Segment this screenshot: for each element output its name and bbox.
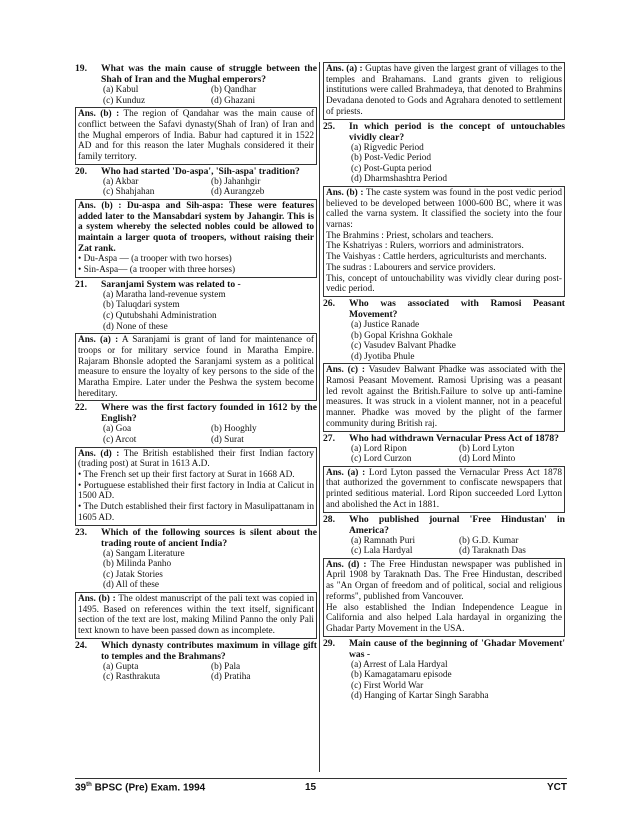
question-21: 21. Saranjami System was related to - — [75, 278, 241, 290]
question-28: 28. Who published journal 'Free Hindustan' in America? — [323, 513, 565, 536]
question-19: 19. What was the main cause of struggle between the Shah of Iran and the Mughal emperors? — [75, 63, 317, 85]
options-28: (a) Ramnath Puri (b) G.D. Kumar (c) Lala Hardyal (d) Taraknath Das — [351, 535, 526, 557]
exam-title: 39th BPSC (Pre) Exam. 1994 — [75, 782, 206, 794]
options-26: (a) Justice Ranade (b) Gopal Krishna Gokhale (c) Vasudev Balvant Phadke (d) Jyotiba Phule — [351, 319, 456, 362]
right-column — [323, 62, 565, 702]
page-body — [75, 62, 567, 772]
question-23: 23. Which of the following sources is silent about the trading route of ancient India? — [75, 526, 317, 549]
options-27: (a) Lord Ripon (b) Lord Lyton (c) Lord Curzon (d) Lord Minto — [351, 443, 516, 465]
answer-24: Ans. (a) : Guptas have given the largest grant of villages to the temples and Brahamans. Land grants given to religious institutions were called Brahmadeya, that denoted to Brahmins Devadana denoted to Gods and Agrahara denoted to settlement of priests. — [323, 62, 565, 120]
answer-27: Ans. (a) : Lord Lyton passed the Vernacular Press Act 1878 that authorized the government to confiscate newspapers that printed seditious material. Lord Ripon succeeded Lord Lytton and abolished the Act in 1881. — [323, 466, 565, 513]
answer-26: Ans. (c) : Vasudev Balwant Phadke was associated with the Ramosi Peasant Movement. Ramosi Uprising was a peasant led revolt against the British.Failure to solve up anti-famine measures. It was struck in a violent manner, not in a peaceful manner. Phadke was moved by the plight of the farmer community during British raj. — [323, 363, 565, 431]
options-20: (a) Akbar (b) Jahanhgir (c) Shahjahan (d) Aurangzeb — [103, 176, 265, 198]
question-27: 27. Who had withdrawn Vernacular Press Act of 1878? — [323, 432, 559, 444]
options-21: (a) Maratha land-revenue system (b) Taluqdari system (c) Qutubshahi Administration (d) None of these — [103, 289, 226, 332]
answer-28: Ans. (d) : The Free Hindustan newspaper was published in April 1908 by Taraknath Das. The Free Hindustan, described as "An Organ of freedom and of political, social and religious reforms", published from Vancouver. He also established the Indian Independence League in California and also helped Lala hardayal in organizing the Ghadar Party Movement in the USA. — [323, 558, 565, 637]
options-24: (a) Gupta (b) Pala (c) Rasthrakuta (d) Pratiha — [103, 661, 251, 683]
left-column — [75, 62, 317, 683]
question-25: 25. In which period is the concept of untouchables vividly clear? — [323, 120, 565, 143]
question-29: 29. Main cause of the beginning of 'Ghadar Movement' was - — [323, 637, 565, 660]
answer-19: Ans. (b) : The region of Qandahar was the main cause of conflict between the Safavi dynasty(Shah of Iran) of Iran and the Mughal emperors of India. Babur had captured it in 1522 AD and for this reason the later Mughals considered it their family territory. — [75, 107, 317, 165]
page-number: 15 — [305, 782, 317, 793]
publisher-brand: YCT — [547, 782, 567, 793]
answer-23: Ans. (b) : The oldest manuscript of the pali text was copied in 1495. Based on references within the text itself, significant section of the text are lost, making Milind Panno the only Pali text known to have been passed down as incomplete. — [75, 592, 317, 639]
question-20: 20. Who had started 'Do-aspa', 'Sih-aspa' tradition? — [75, 165, 300, 177]
answer-21: Ans. (a) : A Saranjami is grant of land for maintenance of troops or for military service found in Maratha Empire. Rajaram Bhonsle adopted the Saranjami system as a political measure to ensure the loyalty of key persons to the side of the Maratha Empire. Later under the Peshwa the system become hereditary. — [75, 333, 317, 401]
column-divider — [319, 62, 320, 772]
options-25: (a) Rigvedic Period (b) Post-Vedic Period (c) Post-Gupta period (d) Dharmshashtra Period — [351, 142, 448, 185]
page-footer — [75, 778, 567, 794]
answer-22: Ans. (d) : The British established their first Indian factory (trading post) at Surat in 1613 A.D. • The French set up their first factory at Surat in 1668 AD. • Portuguese established their first factory in India at Calicut in 1500 AD. • The Dutch established their first factory in Masulipattanam in 1605 AD. — [75, 447, 317, 526]
answer-25: Ans. (b) : The caste system was found in the post vedic period believed to be developed between 1000-600 BC, where it was called the varna system. It classified the society into the four varnas: The Brahmins : Priest, scholars and teachers. The Kshatriyas : Rulers, worriors and administrators. The Vaishyas : Cattle herders, agriculturists and merchants. The sudras : Labourers and service providers. This, concept of untouchability was vividly clear during post-vedic period. — [323, 186, 565, 297]
question-22: 22. Where was the first factory founded in 1612 by the English? — [75, 402, 317, 425]
question-24: 24. Which dynasty contributes maximum in village gift to temples and the Brahmans? — [75, 639, 317, 662]
options-22: (a) Goa (b) Hooghly (c) Arcot (d) Surat — [103, 424, 257, 445]
options-29: (a) Arrest of Lala Hardyal (b) Kamagatamaru episode (c) First World War (d) Hanging of Kartar Singh Sarabha — [351, 659, 489, 702]
options-19: (a) Kabul (b) Qandhar (c) Kunduz (d) Ghazani — [103, 85, 257, 106]
question-26: 26. Who was associated with Ramosi Peasant Movement? — [323, 297, 565, 320]
answer-20: Ans. (b) : Du-aspa and Sih-aspa: These were features added later to the Mansabdari system by Jahangir. This is a system whereby the selected nobles could be allowed to maintain a larger quota of troopers, without raising their Zat rank. • Du-Aspa — (a trooper with two horses) • Sin-Aspa— (a trooper with three horses) — [75, 199, 317, 278]
options-23: (a) Sangam Literature (b) Milinda Panho (c) Jatak Stories (d) All of these — [103, 548, 185, 591]
